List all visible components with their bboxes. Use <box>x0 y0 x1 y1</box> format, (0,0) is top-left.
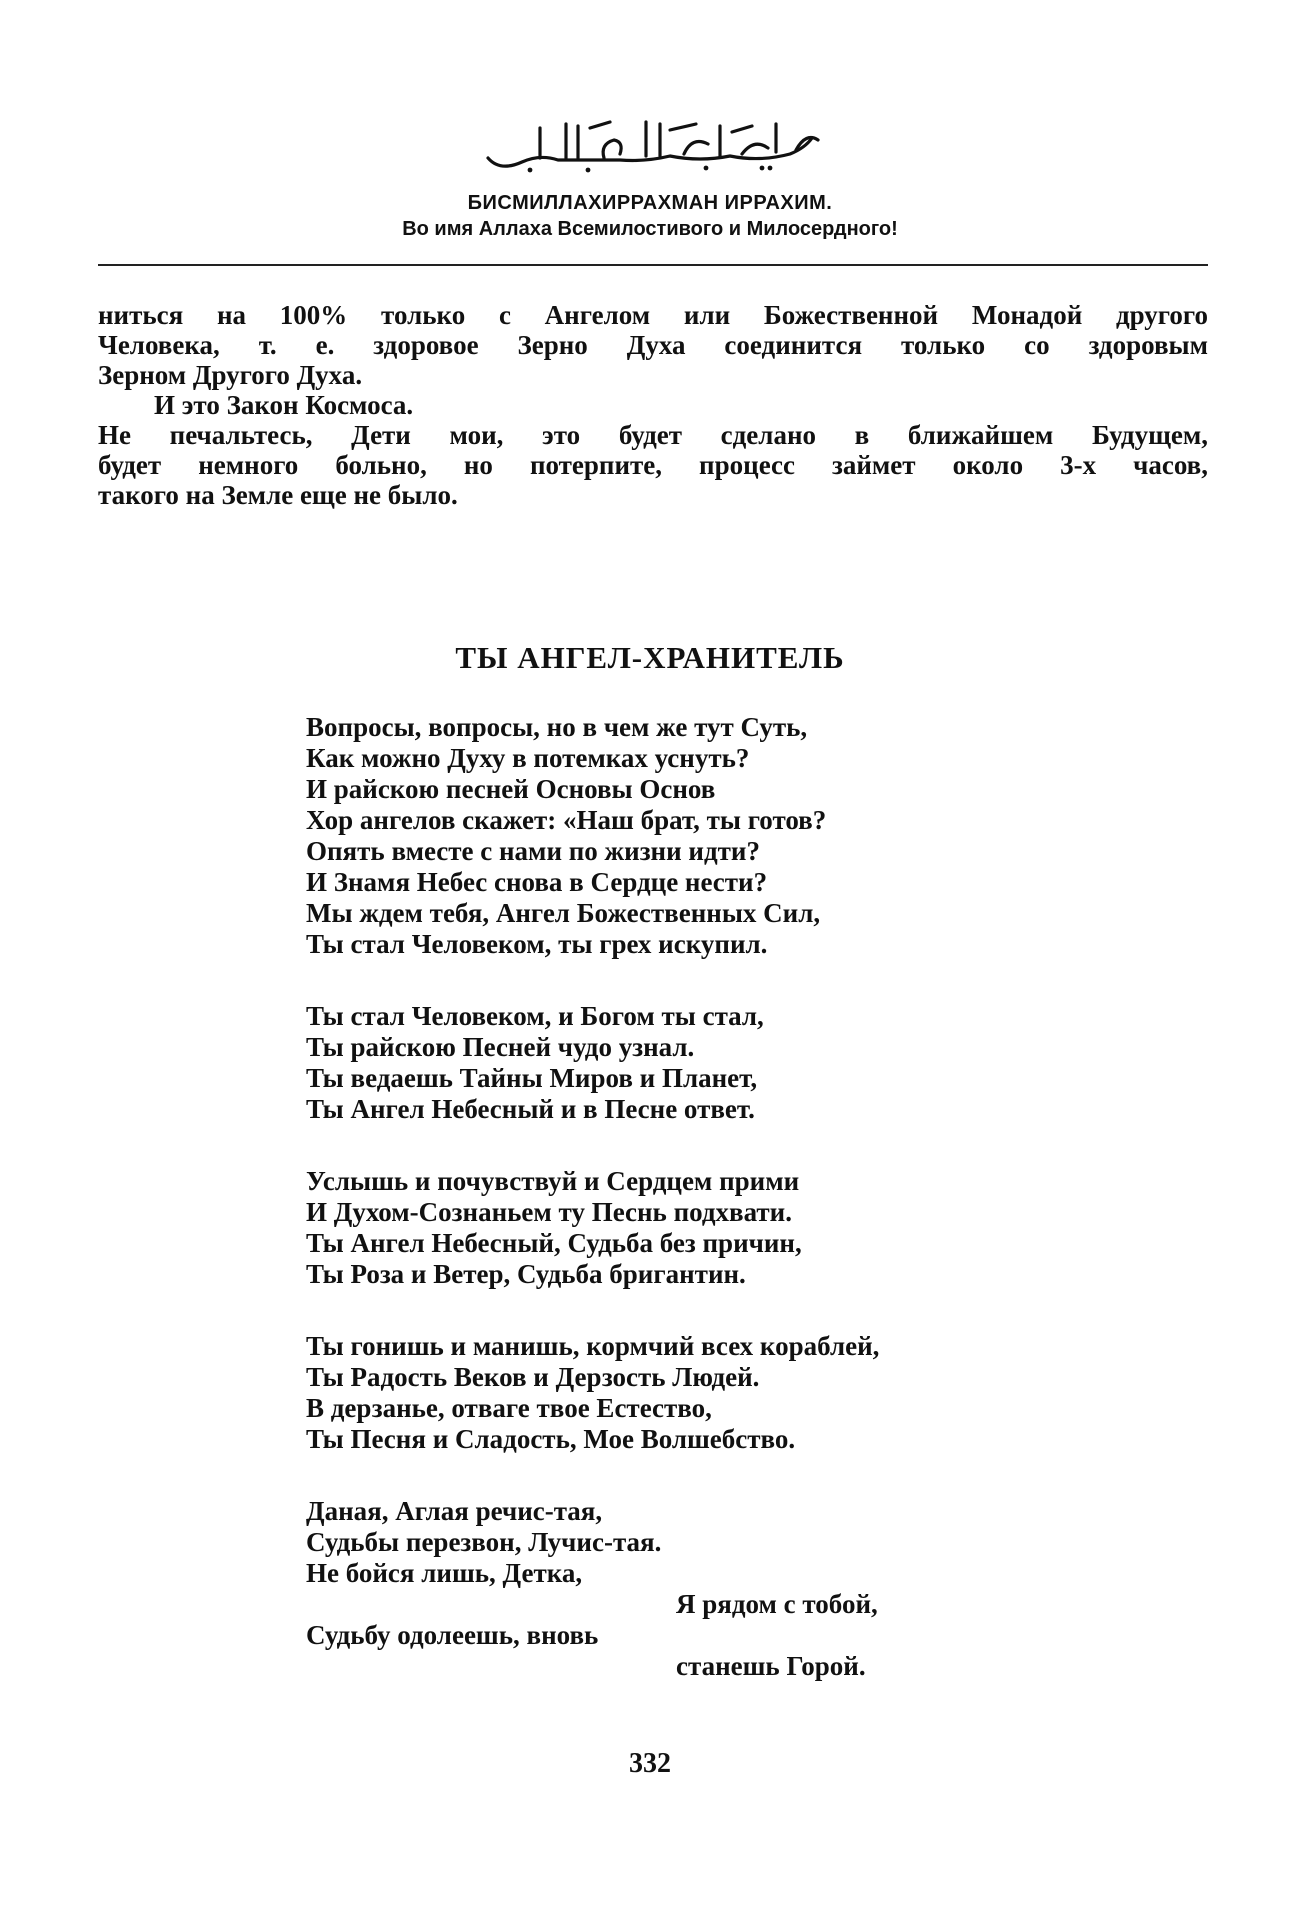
basmala-calligraphy <box>470 118 830 176</box>
prose-line: будет немного больно, но потерпите, процесс займет около 3-х часов, <box>98 450 1208 480</box>
poem-line: Ты стал Человеком, и Богом ты стал, <box>306 1001 764 1031</box>
poem-line: В дерзанье, отваге твое Естество, <box>306 1393 712 1423</box>
poem-line: Не бойся лишь, Детка, <box>306 1558 583 1588</box>
poem-line: Даная, Аглая речис-тая, <box>306 1496 603 1526</box>
prose-line: ниться на 100% только с Ангелом или Божественной Монадой другого <box>98 300 1208 330</box>
poem-line: Я рядом с тобой, <box>676 1589 878 1619</box>
arabic-calligraphy-icon <box>470 118 830 176</box>
poem-line: Ты райскою Песней чудо узнал. <box>306 1032 695 1062</box>
poem-stanza <box>306 1331 1106 1455</box>
poem <box>306 712 1106 1723</box>
poem-line: Ты Ангел Небесный, Судьба без причин, <box>306 1228 802 1258</box>
poem-line: Хор ангелов скажет: «Наш брат, ты готов? <box>306 805 827 835</box>
poem-line: Мы ждем тебя, Ангел Божественных Сил, <box>306 898 821 928</box>
poem-line: И Духом-Сознаньем ту Песнь подхвати. <box>306 1197 792 1227</box>
poem-stanza <box>306 1001 1106 1125</box>
basmala-translation: Во имя Аллаха Всемилостивого и Милосердного! <box>402 218 898 240</box>
prose-block <box>98 300 1208 510</box>
poem-line: Ты гонишь и манишь, кормчий всех кораблей, <box>306 1331 880 1361</box>
poem-line: Ты Ангел Небесный и в Песне ответ. <box>306 1094 755 1124</box>
poem-line: Ты Роза и Ветер, Судьба бригантин. <box>306 1259 746 1289</box>
poem-line: Ты Радость Веков и Дерзость Людей. <box>306 1362 760 1392</box>
poem-stanza <box>306 1166 1106 1290</box>
poem-line: И райскою песней Основы Основ <box>306 774 716 804</box>
prose-line: Человека, т. е. здоровое Зерно Духа соединится только со здоровым <box>98 330 1208 360</box>
prose-line: И это Закон Космоса. <box>154 390 414 420</box>
poem-line: станешь Горой. <box>676 1651 866 1681</box>
poem-line: Ты стал Человеком, ты грех искупил. <box>306 929 768 959</box>
basmala-transliteration: БИСМИЛЛАХИРРАХМАН ИРРАХИМ. <box>467 192 833 214</box>
poem-stanza <box>306 1496 1106 1682</box>
prose-line: такого на Земле еще не было. <box>98 480 458 510</box>
poem-title: ТЫ АНГЕЛ-ХРАНИТЕЛЬ <box>455 640 845 675</box>
poem-line: Судьбы перезвон, Лучис-тая. <box>306 1527 662 1557</box>
prose-line: Зерном Другого Духа. <box>98 360 363 390</box>
poem-line: Судьбу одолеешь, вновь <box>306 1620 599 1650</box>
poem-stanza <box>306 712 1106 960</box>
page-number: 332 <box>629 1748 671 1779</box>
poem-line: Ты ведаешь Тайны Миров и Планет, <box>306 1063 758 1093</box>
poem-line: Услышь и почувствуй и Сердцем прими <box>306 1166 800 1196</box>
poem-line: И Знамя Небес снова в Сердце нести? <box>306 867 768 897</box>
prose-line: Не печальтесь, Дети мои, это будет сделано в ближайшем Будущем, <box>98 420 1208 450</box>
header-divider <box>98 264 1208 266</box>
poem-line: Ты Песня и Сладость, Мое Волшебство. <box>306 1424 796 1454</box>
poem-line: Опять вместе с нами по жизни идти? <box>306 836 760 866</box>
poem-line: Вопросы, вопросы, но в чем же тут Суть, <box>306 712 808 742</box>
poem-line: Как можно Духу в потемках уснуть? <box>306 743 750 773</box>
